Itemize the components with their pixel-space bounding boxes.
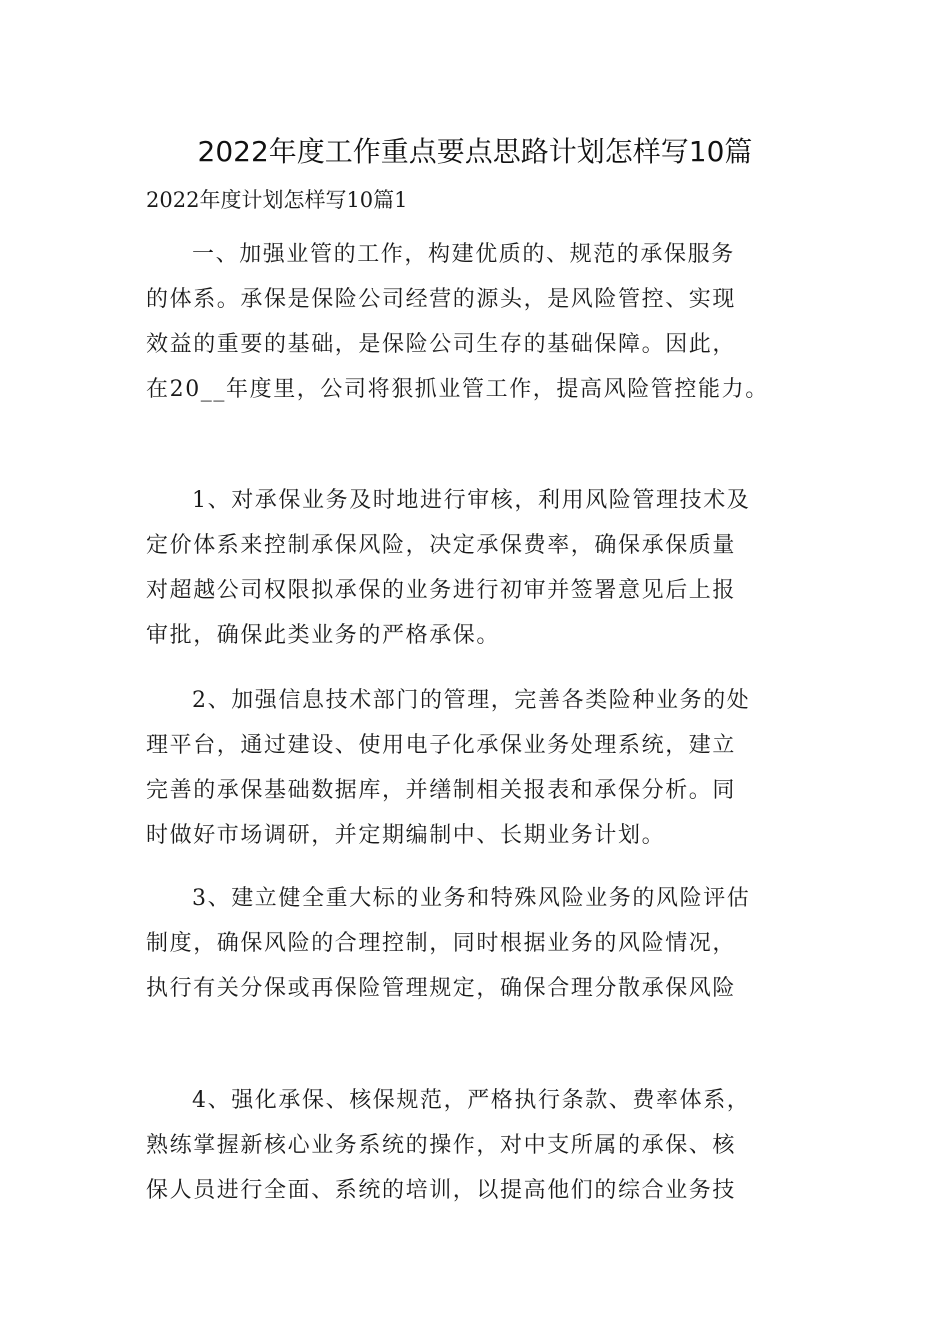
paragraph-line: 定价体系来控制承保风险，决定承保费率，确保承保质量 — [146, 533, 737, 558]
paragraph-line: 在20__年度里，公司将狠抓业管工作，提高风险管控能力。 — [146, 377, 769, 402]
paragraph-2 — [146, 478, 816, 658]
paragraph-line: 时做好市场调研，并定期编制中、长期业务计划。 — [146, 823, 666, 848]
paragraph-line: 保人员进行全面、系统的培训，以提高他们的综合业务技 — [146, 1178, 737, 1203]
paragraph-line: 理平台，通过建设、使用电子化承保业务处理系统，建立 — [146, 733, 737, 758]
paragraph-line: 审批，确保此类业务的严格承保。 — [146, 623, 501, 648]
paragraph-line: 对超越公司权限拟承保的业务进行初审并签署意见后上报 — [146, 578, 737, 603]
paragraph-1 — [146, 232, 816, 412]
paragraph-line: 一、加强业管的工作，构建优质的、规范的承保服务 — [192, 242, 735, 267]
paragraph-5 — [146, 1078, 816, 1213]
paragraph-line: 执行有关分保或再保险管理规定，确保合理分散承保风险 — [146, 976, 737, 1001]
paragraph-line: 3、建立健全重大标的业务和特殊风险业务的风险评估 — [192, 886, 751, 911]
paragraph-line: 4、强化承保、核保规范，严格执行条款、费率体系， — [192, 1088, 751, 1113]
paragraph-line: 效益的重要的基础，是保险公司生存的基础保障。因此， — [146, 332, 737, 357]
paragraph-line: 熟练掌握新核心业务系统的操作，对中支所属的承保、核 — [146, 1133, 737, 1158]
paragraph-line: 的体系。承保是保险公司经营的源头，是风险管控、实现 — [146, 287, 737, 312]
paragraph-line: 完善的承保基础数据库，并缮制相关报表和承保分析。同 — [146, 778, 737, 803]
paragraph-line: 1、对承保业务及时地进行审核，利用风险管理技术及 — [192, 488, 751, 513]
paragraph-4 — [146, 876, 816, 1011]
document-title: 2022年度工作重点要点思路计划怎样写10篇 — [197, 135, 753, 168]
paragraph-line: 制度，确保风险的合理控制，同时根据业务的风险情况， — [146, 931, 737, 956]
paragraph-3 — [146, 678, 816, 858]
section-subtitle: 2022年度计划怎样写10篇1 — [146, 188, 408, 212]
paragraph-line: 2、加强信息技术部门的管理，完善各类险种业务的处 — [192, 688, 751, 713]
